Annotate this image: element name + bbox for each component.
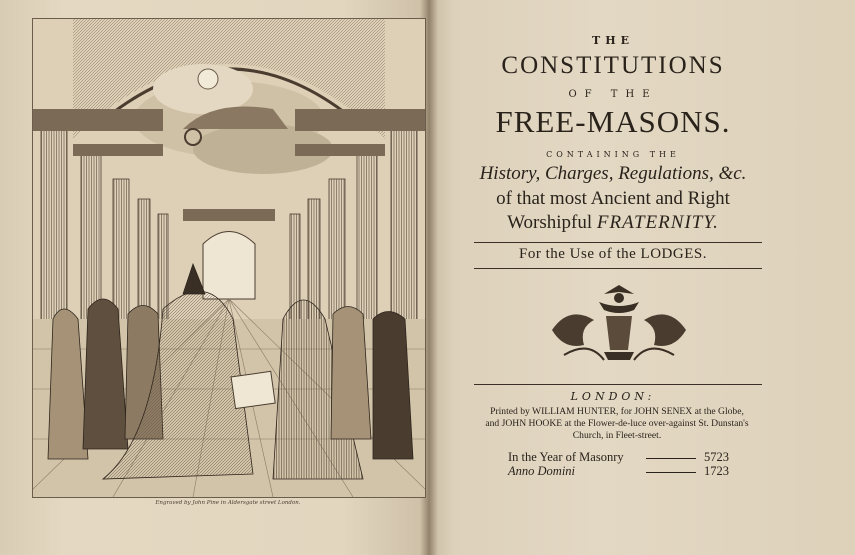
rule-lower <box>474 268 762 269</box>
date-year: 1723 <box>704 464 729 478</box>
engraver-credit: Engraved by John Pine in Aldersgate street London. <box>155 500 301 506</box>
subtitle-containing: CONTAINING THE <box>546 150 680 159</box>
title-the: THE <box>592 34 634 47</box>
engraving-illustration <box>33 19 425 497</box>
title-constitutions: CONSTITUTIONS <box>501 52 725 79</box>
date-dash <box>646 472 696 473</box>
date-year: 5723 <box>704 450 729 464</box>
imprint-line-3: Church, in Fleet-street. <box>572 430 662 441</box>
subtitle-history: History, Charges, Regulations, &c. <box>479 163 747 184</box>
title-of-the: OF THE <box>568 89 658 100</box>
subtitle-worshipful <box>448 212 778 234</box>
rule-upper <box>474 242 762 243</box>
title-freemasons: FREE-MASONS. <box>495 104 731 139</box>
for-use-line: For the Use of the LODGES. <box>519 246 707 262</box>
fraternity-word: FRATERNITY. <box>596 212 719 233</box>
rule-imprint <box>474 384 762 385</box>
date-label: Anno Domini <box>508 464 576 478</box>
worshipful-word: Worshipful <box>507 212 593 233</box>
imprint-line-2: and JOHN HOOKE at the Flower-de-luce over-against St. Dunstan's <box>485 418 749 429</box>
date-dash <box>646 458 696 459</box>
frontispiece-engraving <box>32 18 426 498</box>
date-label: In the Year of Masonry <box>508 450 624 464</box>
imprint-london: LONDON: <box>570 390 656 403</box>
printers-ornament <box>544 280 694 375</box>
imprint-line-1: Printed by WILLIAM HUNTER, for JOHN SENEX at the Globe, <box>490 406 744 417</box>
right-page <box>428 0 855 555</box>
subtitle-ancient: of that most Ancient and Right <box>496 188 730 209</box>
